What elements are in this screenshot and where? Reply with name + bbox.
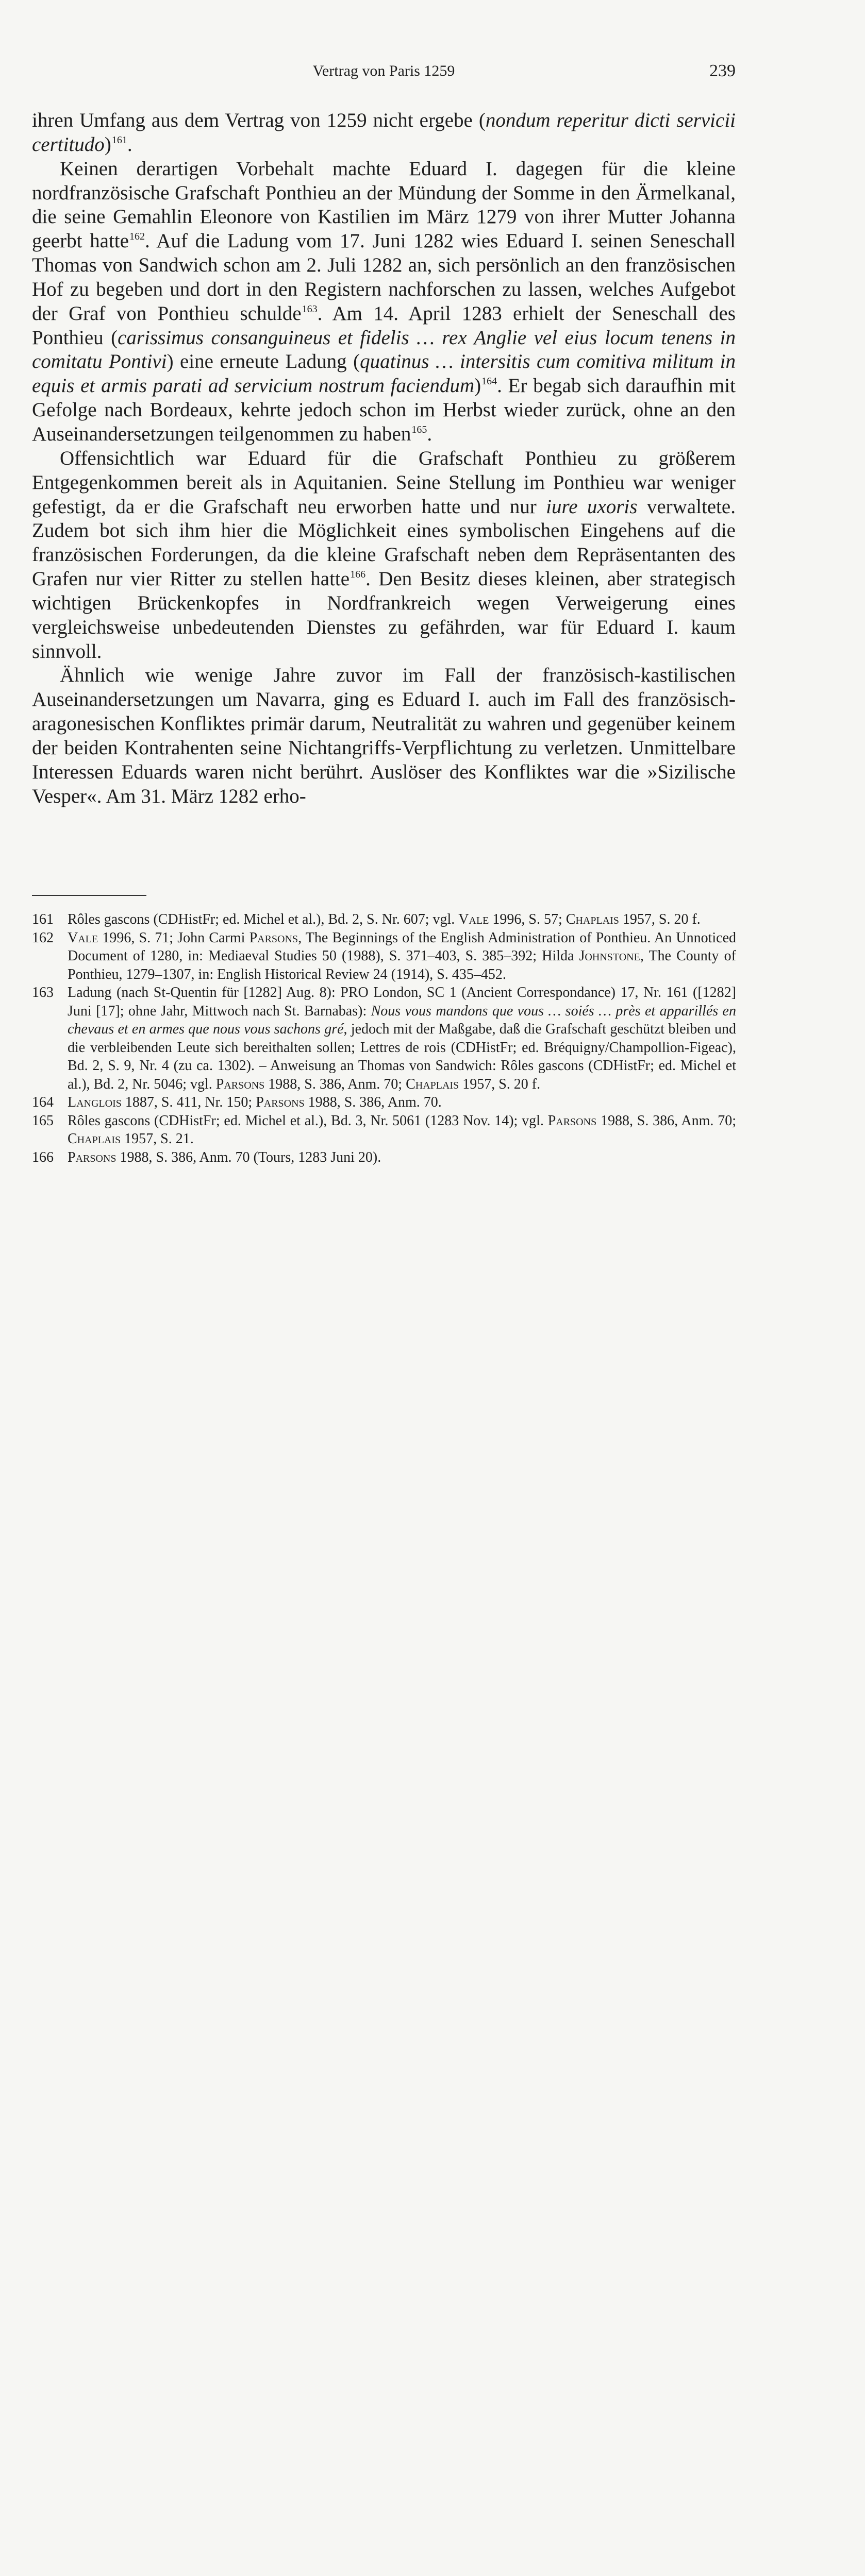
text-run: ) [474, 375, 481, 397]
page-number: 239 [709, 61, 736, 80]
footnote-number: 162 [32, 929, 54, 946]
footnote-number: 166 [32, 1149, 54, 1165]
paragraph-3 [32, 447, 736, 664]
footnote-164 [32, 1093, 736, 1112]
text-run: 1957, S. 21. [121, 1131, 194, 1147]
footnote-161 [32, 910, 736, 929]
author-name: Vale [68, 929, 98, 946]
author-name: Langlois [68, 1094, 122, 1110]
footnote-166 [32, 1148, 736, 1167]
text-run: 1988, S. 386, Anm. 70; [596, 1112, 736, 1129]
footnote-163 [32, 984, 736, 1093]
main-text [32, 109, 736, 808]
author-name: Chaplais [406, 1076, 459, 1092]
footnote-ref-162[interactable]: 162 [129, 231, 145, 243]
text-run: 1957, S. 20 f. [459, 1076, 541, 1092]
latin-phrase: iure uxoris [546, 495, 638, 518]
footnote-162 [32, 929, 736, 984]
footnote-number: 163 [32, 985, 54, 1001]
text-run: Rôles gascons (CDHistFr; ed. Michel et al.), Bd. 3, Nr. 5061 (1283 Nov. 14); vgl. [68, 1112, 548, 1129]
text-run: , jedoch mit der Maßgabe, daß die Grafschaft geschützt bleiben und die verbleibenden Leute sich bereithalten sollen; Lettres de rois (CDHistFr; ed. Bréquigny/Champollion-Figeac), Bd. 2, S. 9, Nr. 4 (zu ca. 1302). – Anweisung an Thomas von Sandwich: Rôles gascons (CDHistFr; ed. Michel et al.), Bd. 2, Nr. 5046; vgl. [68, 1021, 737, 1092]
text-run: . [127, 133, 132, 156]
footnote-ref-164[interactable]: 164 [481, 376, 497, 387]
author-name: Johnstone [579, 948, 640, 964]
footnote-ref-161[interactable]: 161 [111, 134, 127, 146]
footnote-number: 165 [32, 1112, 54, 1129]
author-name: Parsons [215, 1076, 265, 1092]
text-run: . Er begab sich daraufhin mit Gefolge nach Bordeaux, kehrte jedoch schon im Herbst wieder zurück, ohne an den Auseinandersetzungen teilgenommen zu haben [32, 375, 736, 445]
text-run: Rôles gascons (CDHistFr; ed. Michel et al.), Bd. 2, S. Nr. 607; vgl. [68, 911, 459, 927]
paragraph-4 [32, 664, 736, 808]
footnote-ref-163[interactable]: 163 [302, 303, 318, 315]
text-run: . Am 14. April 1283 erhielt der Seneschall des Ponthieu ( [32, 302, 736, 349]
footnote-ref-165[interactable]: 165 [411, 423, 427, 435]
text-run: . Den Besitz dieses kleinen, aber strategisch wichtigen Brückenkopfes in Nordfrankreich wegen Verweigerung eines vergleichsweise unbedeutenden Dienstes zu gefährden, war für Eduard I. kaum sinnvoll. [32, 568, 736, 663]
text-run: ihren Umfang aus dem Vertrag von 1259 nicht ergebe ( [32, 109, 486, 131]
text-run: 1996, S. 71; John Carmi [98, 929, 249, 946]
text-run: 1957, S. 20 f. [619, 911, 701, 927]
text-run: Ähnlich wie wenige Jahre zuvor im Fall der französisch-kastilischen Auseinandersetzungen um Navarra, ging es Eduard I. auch im Fall des französisch-aragonesischen Konfliktes primär darum, Neutralität zu wahren und gegenüber keinem der beiden Kontrahenten seine Nichtangriffs-Verpflichtung zu verletzen. Unmittelbare Interessen Eduards waren nicht berührt. Auslöser des Konfliktes war die »Sizilische Vesper«. Am 31. März 1282 erho- [32, 664, 736, 807]
latin-quote: nondum reperitur dicti servicii certitudo [32, 109, 736, 156]
latin-quote: carissimus consanguineus et fidelis … rex Anglie vel eius locum tenens in comitatu Pontivi [32, 326, 736, 373]
footnote-separator [32, 895, 146, 896]
footnote-number: 164 [32, 1094, 54, 1110]
author-name: Chaplais [68, 1131, 121, 1147]
text-run: 1988, S. 386, Anm. 70; [264, 1076, 406, 1092]
author-name: Chaplais [565, 911, 619, 927]
footnote-number: 161 [32, 911, 54, 927]
text-run: 1988, S. 386, Anm. 70. [304, 1094, 442, 1110]
footnotes [32, 910, 736, 1166]
paragraph-1 [32, 109, 736, 157]
text-run: , The County of Ponthieu, 1279–1307, in: English Historical Review 24 (1914), S. 435–452. [68, 948, 736, 982]
text-run: 1988, S. 386, Anm. 70 (Tours, 1283 Juni 20). [116, 1149, 381, 1165]
paragraph-2 [32, 157, 736, 447]
text-run: ) eine erneute Ladung ( [167, 350, 360, 373]
text-run: verwaltete. Zudem bot sich ihm hier die Möglichkeit eines symbolischen Eingehens auf die französischen Forderungen, da die kleine Grafschaft neben dem Repräsentanten des Grafen nur vier Ritter zu stellen hatte [32, 495, 736, 590]
text-run: Keinen derartigen Vorbehalt machte Eduard I. dagegen für die kleine nordfranzösische Grafschaft Ponthieu an der Mündung der Somme in den Ärmelkanal, die seine Gemahlin Eleonore von Kastilien im März 1279 von ihrer Mutter Johanna geerbt hatte [32, 157, 736, 252]
digitization-footer [0, 1340, 865, 1403]
footnote-165 [32, 1112, 736, 1148]
text-run: 1996, S. 57; [489, 911, 566, 927]
latin-quote: quatinus … intersitis cum comitiva militum in equis et armis parati ad servicium nostrum faciendum [32, 350, 736, 397]
footnote-ref-166[interactable]: 166 [350, 569, 366, 581]
text-run: Ladung (nach St-Quentin für [1282] Aug. 8): PRO London, SC 1 (Ancient Correspondance) 17, Nr. 161 ([1282] Juni [17]; ohne Jahr, Mittwoch nach St. Barnabas): [68, 985, 736, 1019]
text-run: , The Beginnings of the English Administration of Ponthieu. An Unnoticed Document of 1280, in: Mediaeval Studies 50 (1988), S. 371–403, S. 385–392; Hilda [68, 929, 736, 964]
french-quote: Nous vous mandons que vous … soiés … près et apparillés en chevaus et en armes que nous vous sachons gré [68, 1003, 736, 1037]
author-name: Parsons [249, 929, 298, 946]
running-title: Vertrag von Paris 1259 [312, 62, 455, 79]
text-run: . [427, 422, 432, 445]
text-run: Offensichtlich war Eduard für die Grafschaft Ponthieu zu größerem Entgegenkommen bereit als in Aquitanien. Seine Stellung im Ponthieu war weniger gefestigt, da er die Grafschaft neu erworben hatte und nur [32, 447, 736, 518]
author-name: Parsons [547, 1112, 597, 1129]
author-name: Parsons [68, 1149, 117, 1165]
author-name: Parsons [256, 1094, 305, 1110]
text-run: . Auf die Ladung vom 17. Juni 1282 wies Eduard I. seinen Seneschall Thomas von Sandwich schon am 2. Juli 1282 an, sich persönlich an den französischen Hof zu begeben und dort in den Registern nachforschen zu lassen, welches Aufgebot der Graf von Ponthieu schulde [32, 230, 736, 325]
text-run: ) [104, 133, 111, 156]
text-run: 1887, S. 411, Nr. 150; [121, 1094, 256, 1110]
author-name: Vale [458, 911, 489, 927]
